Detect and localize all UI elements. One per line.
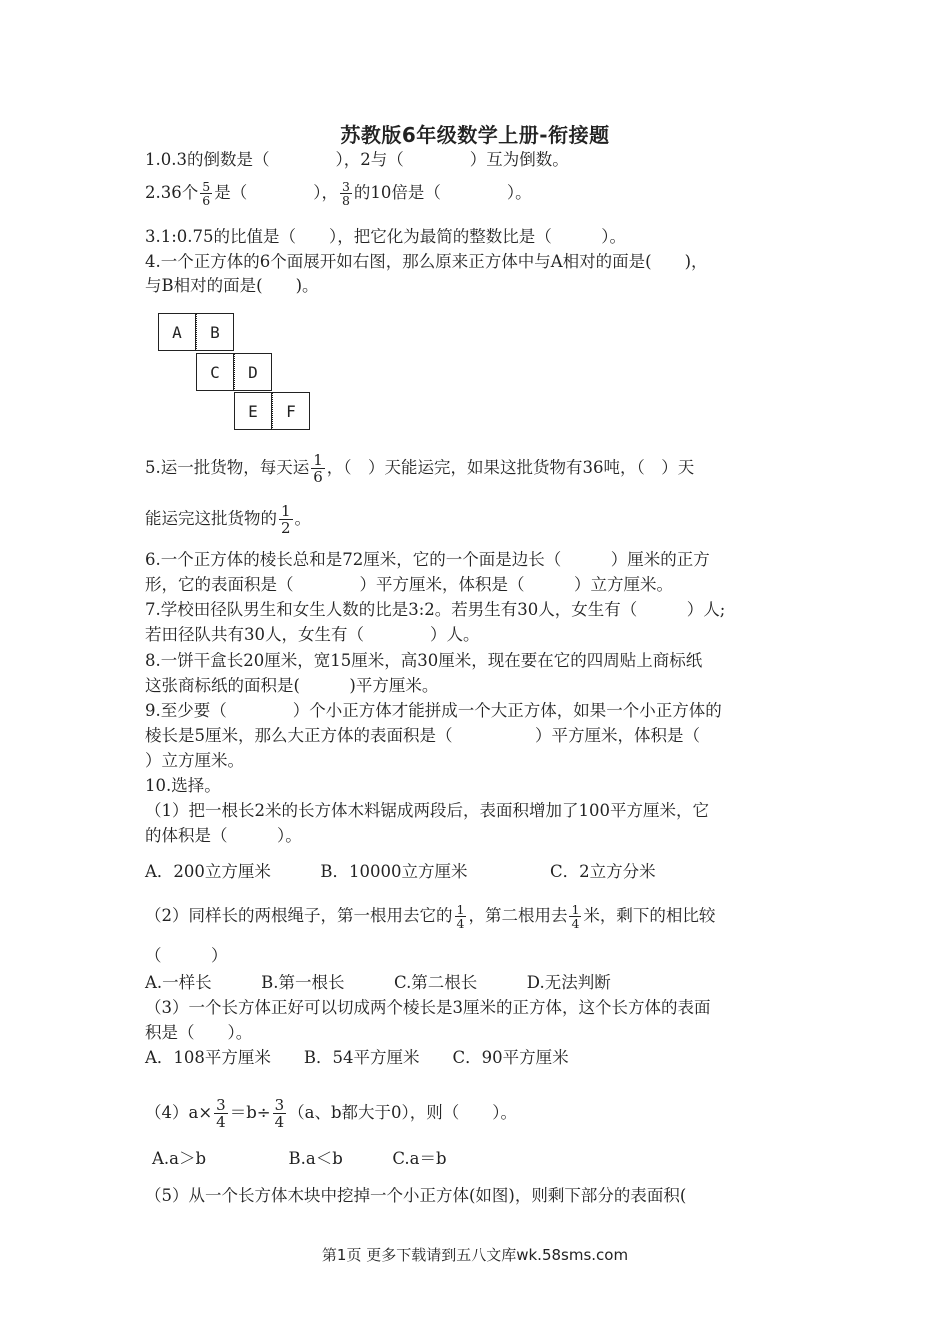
- fraction: [569, 903, 581, 930]
- sub-question-3-options: A．108平方厘米 B．54平方厘米 C．90平方厘米: [145, 1048, 569, 1067]
- q5-text-d: 。: [294, 509, 312, 528]
- s2-text-c: 米，剩下的相比较: [583, 906, 716, 925]
- denominator: 6: [202, 193, 211, 208]
- sub-question-2-options: A.一样长 B.第一根长 C.第二根长 D.无法判断: [145, 973, 611, 992]
- fraction: [340, 180, 352, 207]
- denominator: 4: [216, 1113, 226, 1131]
- sub-question-4: [145, 1097, 517, 1130]
- question-8-line2: 这张商标纸的面积是( )平方厘米。: [145, 676, 439, 695]
- net-face-b: B: [196, 313, 234, 351]
- s4-text-a: （4）a×: [145, 1103, 213, 1122]
- sub-question-1-options: A．200立方厘米 B．10000立方厘米 C．2立方分米: [145, 862, 656, 881]
- net-face-e: E: [234, 392, 272, 430]
- question-3: 3.1:0.75的比值是（ ），把它化为最简的整数比是（ ）。: [145, 227, 627, 246]
- question-4-line1: 4.一个正方体的6个面展开如右图，那么原来正方体中与A相对的面是( )，: [145, 252, 708, 271]
- q2-text-b: 是（ ），: [214, 183, 338, 202]
- net-face-f: F: [272, 392, 310, 430]
- net-face-d: D: [234, 353, 272, 391]
- q5-text-c: 能运完这批货物的: [145, 509, 277, 528]
- net-face-a: A: [158, 313, 196, 351]
- question-10-heading: 10.选择。: [145, 776, 221, 795]
- numerator: 3: [341, 179, 350, 194]
- denominator: 4: [456, 916, 465, 931]
- cube-net-diagram: [158, 313, 314, 431]
- fraction: [214, 1097, 228, 1130]
- question-1: 1.0.3的倒数是（ ），2与（ ）互为倒数。: [145, 150, 569, 169]
- denominator: 6: [313, 468, 323, 486]
- q2-text-a: 2.36个: [145, 183, 199, 202]
- numerator: 5: [202, 179, 211, 194]
- sub-question-3-line2: 积是（ ）。: [145, 1023, 253, 1042]
- question-5-line1: [145, 452, 694, 485]
- q5-text-a: 5.运一批货物，每天运: [145, 458, 310, 477]
- sub-question-4-options: A.a＞b B.a＜b C.a＝b: [152, 1149, 447, 1168]
- q2-text-c: 的10倍是（ ）。: [353, 183, 532, 202]
- s2-text-a: （2）同样长的两根绳子，第一根用去它的: [145, 906, 453, 925]
- net-face-c: C: [196, 353, 234, 391]
- denominator: 2: [281, 519, 291, 537]
- sub-question-1-line1: （1）把一根长2米的长方体木料锯成两段后，表面积增加了100平方厘米，它: [145, 801, 709, 820]
- question-2: [145, 180, 532, 207]
- question-7-line2: 若田径队共有30人，女生有（ ）人。: [145, 625, 480, 644]
- sub-question-2-line1: [145, 903, 715, 930]
- numerator: 1: [456, 902, 465, 917]
- numerator: 1: [313, 451, 323, 469]
- sub-question-5: （5）从一个长方体木块中挖掉一个小正方体(如图)，则剩下部分的表面积(: [145, 1186, 687, 1205]
- fraction: [311, 452, 325, 485]
- denominator: 4: [274, 1113, 285, 1131]
- fraction: [200, 180, 212, 207]
- fraction: [273, 1097, 287, 1130]
- fraction: [455, 903, 467, 930]
- numerator: 3: [216, 1096, 226, 1114]
- s4-text-c: （a、b都大于0），则（ ）。: [288, 1103, 518, 1122]
- numerator: 1: [571, 902, 580, 917]
- question-6-line1: 6.一个正方体的棱长总和是72厘米，它的一个面是边长（ ）厘米的正方: [145, 550, 710, 569]
- question-9-line2: 棱长是5厘米，那么大正方体的表面积是（ ）平方厘米，体积是（: [145, 726, 700, 745]
- question-8-line1: 8.一饼干盒长20厘米，宽15厘米，高30厘米，现在要在它的四周贴上商标纸: [145, 651, 703, 670]
- question-6-line2: 形，它的表面积是（ ）平方厘米，体积是（ ）立方厘米。: [145, 575, 673, 594]
- sub-question-1-line2: 的体积是（ ）。: [145, 826, 302, 845]
- s4-text-b: ＝b÷: [229, 1103, 271, 1122]
- denominator: 4: [571, 916, 580, 931]
- question-9-line1: 9.至少要（ ）个小正方体才能拼成一个大正方体，如果一个小正方体的: [145, 701, 722, 720]
- numerator: 3: [274, 1096, 285, 1114]
- question-9-line3: ）立方厘米。: [145, 751, 244, 770]
- q5-text-b: ，（ ）天能运完，如果这批货物有36吨，（ ）天: [326, 458, 695, 477]
- question-7-line1: 7.学校田径队男生和女生人数的比是3:2。若男生有30人，女生有（ ）人;: [145, 600, 726, 619]
- question-5-line2: [145, 503, 311, 536]
- question-4-line2: 与B相对的面是( )。: [145, 276, 319, 295]
- page-footer: 第1页 更多下载请到五八文库wk.58sms.com: [321, 1246, 629, 1264]
- sub-question-3-line1: （3）一个长方体正好可以切成两个棱长是3厘米的正方体，这个长方体的表面: [145, 998, 711, 1017]
- denominator: 8: [341, 193, 350, 208]
- s2-text-b: ，第二根用去: [468, 906, 568, 925]
- page-title: 苏教版6年级数学上册-衔接题: [340, 123, 610, 147]
- numerator: 1: [281, 502, 291, 520]
- fraction: [279, 503, 293, 536]
- sub-question-2-blank: （ ）: [145, 946, 228, 965]
